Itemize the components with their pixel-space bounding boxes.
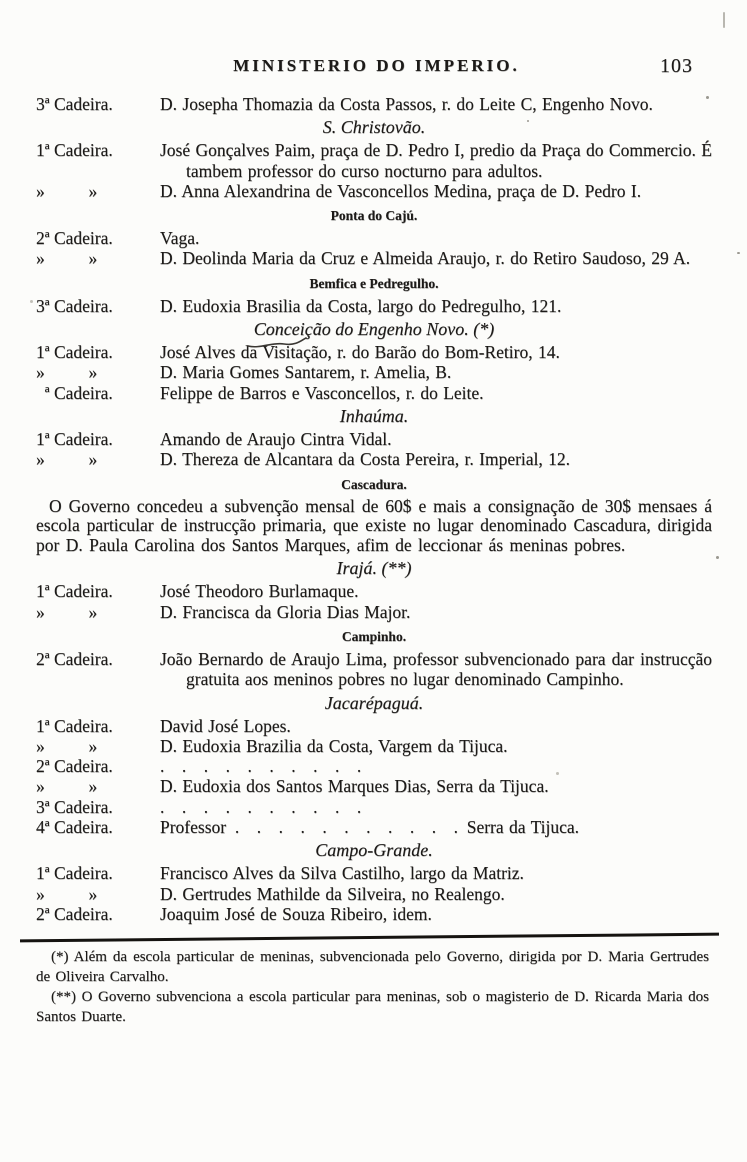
footnote: (*) Além da escola particular de meninas, subvencionada pelo Governo, dirigida por D. Maria Gertrudes de Oliveira Carvalho.	[36, 949, 709, 986]
cadeira-label: 2ª Cadeira.	[36, 903, 113, 924]
cadeira-label: 2ª Cadeira.	[36, 648, 113, 669]
cadeira-label: » »	[36, 883, 98, 904]
parish-heading: Conceição do Engenho Novo. (*)	[253, 319, 495, 340]
entry-row	[36, 817, 712, 837]
entry-row	[36, 884, 712, 904]
footnote: (**) O Governo subvenciona a escola particular para meninas, sob o magisterio de D. Ricarda Maria dos Santos Duarte.	[36, 989, 709, 1026]
entry-row	[36, 248, 712, 268]
scan-speck	[556, 772, 559, 775]
entry-text: D. Thereza de Alcantara da Costa Pereira, r. Imperial, 12.	[160, 449, 571, 470]
footnote-separator	[20, 933, 719, 943]
note-paragraph: O Governo concedeu a subvenção mensal de 60$ e mais a consignação de 30$ mensaes á escola particular de instrucção primaria, que existe no lugar denominado Cascadura, dirigida por D. Paula Carolina dos Santos Marques, afim de leccionar ás meninas pobres.	[36, 495, 712, 555]
scan-speck	[527, 120, 529, 122]
entry-row	[36, 649, 712, 690]
cadeira-label: » »	[36, 248, 98, 269]
entry-text: D. Maria Gomes Santarem, r. Amelia, B.	[160, 362, 452, 383]
entry-text: D. Eudoxia Brazilia da Costa, Vargem da Tijuca.	[160, 735, 508, 756]
entry-row	[36, 228, 712, 248]
scan-speck	[723, 12, 725, 28]
entry-text: Vaga.	[160, 228, 200, 249]
entry-row	[36, 736, 712, 756]
scan-speck	[706, 96, 709, 99]
entry-text: Joaquim José de Souza Ribeiro, idem.	[160, 903, 432, 924]
entry-text: D. Gertrudes Mathilde da Silveira, no Realengo.	[160, 883, 505, 904]
cadeira-label: 1ª Cadeira.	[36, 140, 113, 161]
parish-heading: Irajá. (**)	[336, 558, 412, 579]
entry-row	[36, 581, 712, 601]
page-header	[36, 56, 707, 82]
entry-row	[36, 797, 712, 817]
entry-text: David José Lopes.	[160, 715, 291, 736]
cadeira-label: » »	[36, 362, 98, 383]
entry-text: Felippe de Barros e Vasconcellos, r. do Leite.	[160, 382, 484, 403]
cadeira-label: 3ª Cadeira.	[36, 796, 113, 817]
cadeira-label: 1ª Cadeira.	[36, 581, 113, 602]
locality-heading: Campinho.	[341, 628, 407, 644]
entry-row	[36, 94, 712, 114]
entry-text: João Bernardo de Araujo Lima, professor subvencionado para dar instrucção gratuita aos meninos pobres no lugar denominado Campinho.	[160, 648, 712, 690]
cadeira-label: 3ª Cadeira.	[36, 295, 113, 316]
page-number: 103	[660, 55, 693, 77]
entry-text: D. Anna Alexandrina de Vasconcellos Medina, praça de D. Pedro I.	[160, 180, 642, 201]
entry-text: D. Francisca da Gloria Dias Major.	[160, 601, 411, 622]
content	[36, 94, 712, 924]
entry-row	[36, 716, 712, 736]
entry-text: . . . . . . . . . .	[160, 756, 362, 777]
entry-text: José Gonçalves Paim, praça de D. Pedro I, predio da Praça do Commercio. É tambem professor do curso nocturno para adultos.	[160, 140, 712, 181]
entry-row	[36, 429, 712, 449]
entry-text: José Theodoro Burlamaque.	[160, 581, 359, 602]
entry-text: D. Eudoxia Brasilia da Costa, largo do Pedregulho, 121.	[160, 295, 562, 316]
cadeira-label: 1ª Cadeira.	[36, 342, 113, 363]
entry-text: D. Deolinda Maria da Cruz e Almeida Araujo, r. do Retiro Saudoso, 29 A.	[160, 248, 691, 269]
entry-text: Francisco Alves da Silva Castilho, largo da Matriz.	[160, 863, 524, 884]
cadeira-label: » »	[36, 776, 98, 797]
entry-row	[36, 342, 712, 362]
parish-heading: Inhaúma.	[339, 405, 409, 426]
cadeira-label: 3ª Cadeira.	[36, 94, 113, 114]
entry-text: Amando de Araujo Cintra Vidal.	[160, 428, 392, 449]
cadeira-label: » »	[36, 180, 98, 201]
cadeira-label: 2ª Cadeira.	[36, 756, 113, 777]
cadeira-label: 2ª Cadeira.	[36, 228, 113, 249]
entry-row	[36, 140, 712, 181]
scan-speck	[716, 556, 719, 559]
parish-heading: Campo-Grande.	[315, 840, 433, 861]
cadeira-label: » »	[36, 449, 98, 470]
entry-text: D. Josepha Thomazia da Costa Passos, r. do Leite C, Engenho Novo.	[160, 94, 653, 114]
entry-row	[36, 863, 712, 883]
running-title: MINISTERIO DO IMPERIO.	[233, 56, 520, 75]
cadeira-label: 1ª Cadeira.	[36, 715, 113, 736]
entry-row	[36, 296, 712, 316]
locality-heading: Ponta do Cajú.	[330, 208, 418, 224]
entry-text: Professor . . . . . . . . . . . Serra da Tijuca.	[160, 817, 580, 838]
cadeira-label: 1ª Cadeira.	[36, 863, 113, 884]
scan-speck	[30, 300, 33, 303]
scan-speck	[737, 252, 740, 254]
entry-row	[36, 383, 712, 403]
cadeira-label: » »	[36, 735, 98, 756]
cadeira-label: ª Cadeira.	[36, 382, 113, 403]
entry-text: D. Eudoxia dos Santos Marques Dias, Serra da Tijuca.	[160, 776, 549, 797]
locality-heading: Cascadura.	[341, 476, 407, 492]
entry-row	[36, 362, 712, 382]
entry-row	[36, 449, 712, 469]
locality-heading: Bemfica e Pedregulho.	[309, 275, 439, 291]
cadeira-label: 4ª Cadeira.	[36, 817, 113, 838]
entry-text: . . . . . . . . . .	[160, 796, 362, 817]
cadeira-label: 1ª Cadeira.	[36, 428, 113, 449]
entry-row	[36, 776, 712, 796]
footnotes	[36, 947, 709, 1027]
entry-row	[36, 756, 712, 776]
entry-text: José Alves da Visitação, r. do Barão do Bom-Retiro, 14.	[160, 342, 560, 363]
parish-heading: Jacarépaguá.	[324, 692, 424, 713]
entry-row	[36, 904, 712, 924]
entry-row	[36, 602, 712, 622]
cadeira-label: » »	[36, 601, 98, 622]
parish-heading: S. Christovão.	[322, 117, 426, 138]
entry-row	[36, 181, 712, 201]
